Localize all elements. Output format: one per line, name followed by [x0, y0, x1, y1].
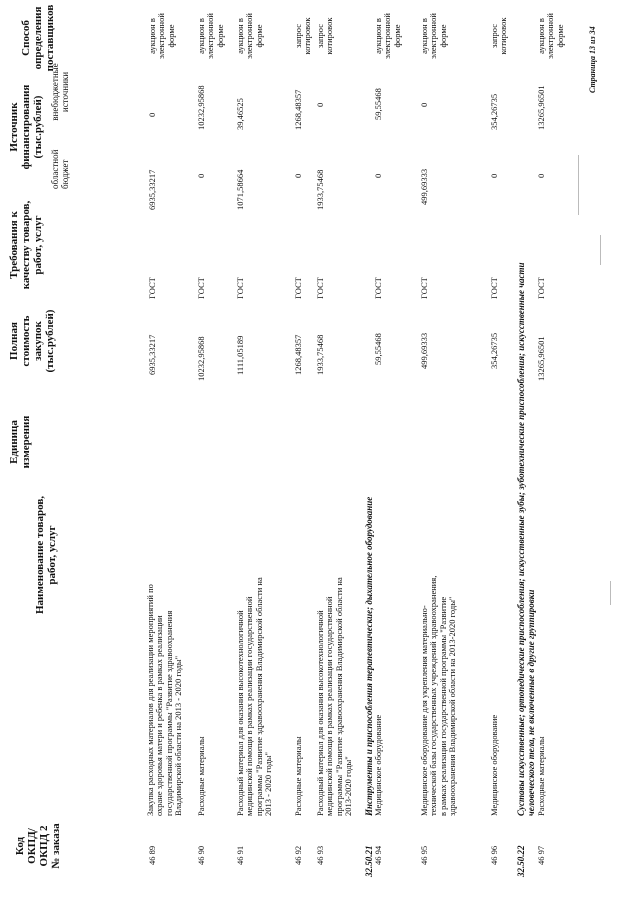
row-offbudget: 1268,48357	[293, 89, 303, 130]
row-regional: 0	[489, 173, 499, 178]
row-offbudget: 0	[147, 112, 157, 117]
header-source-offbudget: внебюджетные источники	[50, 63, 70, 121]
header-name: Наименование товаров, работ, услуг	[34, 495, 58, 615]
row-name: Медицинское оборудование для укрепления материально- технической базы государственных учреждений здравоохранения, в рамках реализации государственной программы "Развитие здравоохранения Владимирской области на 2013-2020 годы"	[419, 575, 458, 816]
row-offbudget: 0	[315, 102, 325, 107]
row-regional: 1933,75468	[315, 169, 325, 210]
row-code: 46 96	[489, 845, 499, 865]
row-regional: 0	[196, 173, 206, 178]
row-cost: 499,69333	[419, 332, 429, 369]
row-req: ГОСТ	[536, 277, 546, 299]
row-method: запрос котировок	[293, 17, 313, 55]
section-title: Инструменты и приспособления терапевтические; дыхательное оборудование	[364, 496, 374, 816]
row-cost: 1933,75468	[315, 334, 325, 375]
row-regional: 0	[293, 173, 303, 178]
header-source: Источник финансирования (тыс.рублей)	[8, 84, 44, 170]
row-method: запрос котировок	[489, 17, 509, 55]
scan-speck	[610, 581, 611, 605]
row-offbudget: 59,55468	[373, 88, 383, 120]
header-code: Код ОКПД/ ОКПД 2 № заказа	[14, 823, 62, 869]
row-method: аукцион в электронной форме	[196, 13, 225, 59]
row-method: запрос котировок	[315, 17, 335, 55]
header-requirements: Требования к качеству товаров, работ, услуг	[8, 200, 44, 290]
row-name: Закупка расходных материалов для реализации мероприятий по охране здоровья матери и ребенка в рамках реализации государственной программы "Развитие здравоохранения Владимирской области на 2013 - 2020 годы"	[145, 584, 184, 816]
header-source-regional: областной бюджет	[50, 149, 70, 189]
row-offbudget: 13265,96501	[536, 85, 546, 130]
row-name: Расходные материалы	[536, 736, 546, 816]
row-code: 46 92	[293, 845, 303, 865]
section-code: 32.50.22	[516, 845, 526, 877]
row-cost: 13265,96501	[536, 336, 546, 381]
row-regional: 0	[536, 173, 546, 178]
row-method: аукцион в электронной форме	[419, 13, 448, 59]
row-name: Медицинское оборудование	[489, 714, 499, 816]
row-name: Медицинское оборудование	[373, 714, 383, 816]
row-code: 46 97	[536, 845, 546, 865]
row-code: 46 90	[196, 845, 206, 865]
row-offbudget: 0	[419, 102, 429, 107]
row-method: аукцион в электронной форме	[373, 13, 402, 59]
row-code: 46 89	[147, 845, 157, 865]
row-cost: 1111,05189	[235, 335, 245, 375]
row-code: 46 95	[419, 845, 429, 865]
row-cost: 1268,48357	[293, 334, 303, 375]
row-req: ГОСТ	[235, 277, 245, 299]
row-method: аукцион в электронной форме	[147, 13, 176, 59]
row-req: ГОСТ	[147, 277, 157, 299]
row-name: Расходные материалы	[196, 736, 206, 816]
page-number: Страница 13 из 34	[588, 26, 597, 93]
row-req: ГОСТ	[419, 277, 429, 299]
row-method: аукцион в электронной форме	[536, 13, 565, 59]
row-regional: 1071,58664	[235, 169, 245, 210]
row-name: Расходный материал для оказания высокотехнологичной медицинской помощи в рамках реализации государственной программы "Развитие здравоохранения Владимирской области на 2013-2020 годы"	[315, 577, 354, 816]
row-regional: 6935,33217	[147, 169, 157, 210]
row-req: ГОСТ	[373, 277, 383, 299]
row-req: ГОСТ	[293, 277, 303, 299]
row-code: 46 94	[373, 845, 383, 865]
row-req: ГОСТ	[315, 277, 325, 299]
row-cost: 10232,95868	[196, 336, 206, 381]
row-regional: 0	[373, 173, 383, 178]
header-full-cost: Полная стоимость закупок (тыс.рублей)	[8, 309, 56, 373]
row-offbudget: 39,46525	[235, 98, 245, 130]
row-regional: 499,69333	[419, 168, 429, 205]
row-offbudget: 10232,95868	[196, 85, 206, 130]
row-code: 46 93	[315, 845, 325, 865]
row-cost: 59,55468	[373, 333, 383, 365]
row-code: 46 91	[235, 845, 245, 865]
header-method: Способ определения поставщиков	[20, 4, 56, 72]
scan-speck	[600, 235, 601, 265]
row-req: ГОСТ	[489, 277, 499, 299]
scan-speck	[578, 155, 579, 215]
row-name: Расходные материалы	[293, 736, 303, 816]
row-cost: 6935,33217	[147, 334, 157, 375]
row-offbudget: 354,26735	[489, 93, 499, 130]
row-method: аукцион в электронной форме	[235, 13, 264, 59]
row-cost: 354,26735	[489, 332, 499, 369]
header-unit: Единица измерения	[8, 415, 32, 469]
section-title: Суставы искусственные; ортопедические приспособления; искусственные зубы; зуботехнические приспособления; искусственные части человеческого тела, не включенные в другие группировки	[516, 262, 536, 816]
row-req: ГОСТ	[196, 277, 206, 299]
section-code: 32.50.21	[364, 845, 374, 877]
row-name: Расходный материал для оказания высокотехнологичной медицинской помощи в рамках реализации государственной программы "Развитие здравоохранения Владимирской области на 2013 - 2020 годы"	[235, 577, 274, 816]
